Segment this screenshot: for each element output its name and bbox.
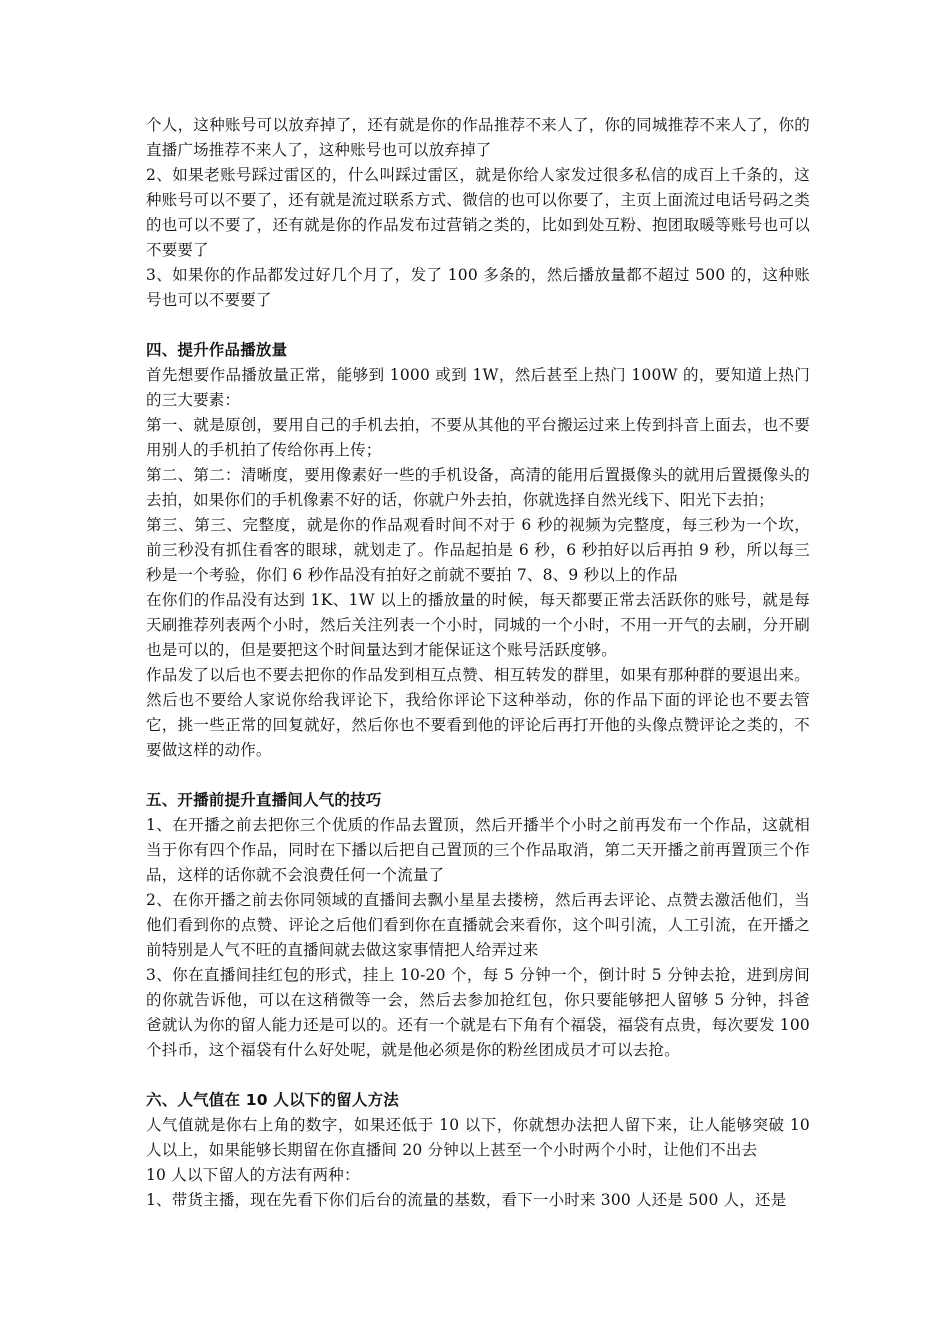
paragraph: 1、在开播之前去把你三个优质的作品去置顶，然后开播半个小时之前再发布一个作品，这就相当于你有四个作品，同时在下播以后把自己置顶的三个作品取消，第二天开播之前再置顶三个作品，这样的话你就不会浪费任何一个流量了: [146, 816, 810, 884]
paragraph: 个人，这种账号可以放弃掉了，还有就是你的作品推荐不来人了，你的同城推荐不来人了，你的直播广场推荐不来人了，这种账号也可以放弃掉了: [146, 116, 810, 159]
paragraph: 第三、第三、完整度，就是你的作品观看时间不对于 6 秒的视频为完整度，每三秒为一个坎，前三秒没有抓住看客的眼球，就划走了。作品起拍是 6 秒，6 秒拍好以后再拍 9 秒，所以每三秒是一个考验，你们 6 秒作品没有拍好之前就不要拍 7、8、9 秒以上的作品: [146, 516, 810, 584]
paragraph: 1、带货主播，现在先看下你们后台的流量的基数，看下一小时来 300 人还是 500 人，还是: [146, 1191, 787, 1209]
blank-line: [146, 763, 810, 788]
blank-line: [146, 1063, 810, 1088]
paragraph: 在你们的作品没有达到 1K、1W 以上的播放量的时候，每天都要正常去活跃你的账号，就是每天刷推荐列表两个小时，然后关注列表一个小时，同城的一个小时，不用一开气的去刷，分开刷也是可以的，但是要把这个时间量达到才能保证这个账号活跃度够。: [146, 591, 810, 659]
paragraph: 3、你在直播间挂红包的形式，挂上 10-20 个，每 5 分钟一个，倒计时 5 分钟去抢，进到房间的你就告诉他，可以在这稍微等一会，然后去参加抢红包，你只要能够把人留够 5 分钟，抖爸爸就认为你的留人能力还是可以的。还有一个就是右下角有个福袋，福袋有点贵，每次要发 100 个抖币，这个福袋有什么好处呢，就是他必须是你的粉丝团成员才可以去抢。: [146, 966, 810, 1059]
paragraph: 2、在你开播之前去你同领域的直播间去飘小星星去搂榜，然后再去评论、点赞去激活他们，当他们看到你的点赞、评论之后他们看到你在直播就会来看你，这个叫引流，人工引流，在开播之前特别是人气不旺的直播间就去做这家事情把人给弄过来: [146, 891, 810, 959]
section-heading: 四、提升作品播放量: [146, 341, 288, 359]
paragraph: 3、如果你的作品都发过好几个月了，发了 100 多条的，然后播放量都不超过 500 的，这种账号也可以不要要了: [146, 266, 810, 309]
paragraph: 10 人以下留人的方法有两种：: [146, 1166, 360, 1184]
paragraph: 作品发了以后也不要去把你的作品发到相互点赞、相互转发的群里，如果有那种群的要退出来。然后也不要给人家说你给我评论下，我给你评论下这种举动，你的作品下面的评论也不要去管它，挑一些正常的回复就好，然后你也不要看到他的评论后再打开他的头像点赞评论之类的，不要做这样的动作。: [146, 666, 810, 759]
section-heading: 五、开播前提升直播间人气的技巧: [146, 791, 382, 809]
section-heading: 六、人气值在 10 人以下的留人方法: [146, 1091, 399, 1109]
paragraph: 第二、第二：清晰度，要用像素好一些的手机设备，高清的能用后置摄像头的就用后置摄像头的去拍，如果你们的手机像素不好的话，你就户外去拍，你就选择自然光线下、阳光下去拍；: [146, 466, 810, 509]
paragraph: 首先想要作品播放量正常，能够到 1000 或到 1W，然后甚至上热门 100W 的，要知道上热门的三大要素：: [146, 366, 810, 409]
paragraph: 2、如果老账号踩过雷区的，什么叫踩过雷区，就是你给人家发过很多私信的成百上千条的，这种账号可以不要了，还有就是流过联系方式、微信的也可以你要了，主页上面流过电话号码之类的也可以不要了，还有就是你的作品发布过营销之类的，比如到处互粉、抱团取暖等账号也可以不要要了: [146, 166, 810, 259]
document-body: [146, 113, 810, 1213]
paragraph: 第一、就是原创，要用自己的手机去拍，不要从其他的平台搬运过来上传到抖音上面去，也不要用别人的手机拍了传给你再上传；: [146, 416, 810, 459]
paragraph: 人气值就是你右上角的数字，如果还低于 10 以下，你就想办法把人留下来，让人能够突破 10 人以上，如果能够长期留在你直播间 20 分钟以上甚至一个小时两个小时，让他们不出去: [146, 1116, 810, 1159]
blank-line: [146, 313, 810, 338]
